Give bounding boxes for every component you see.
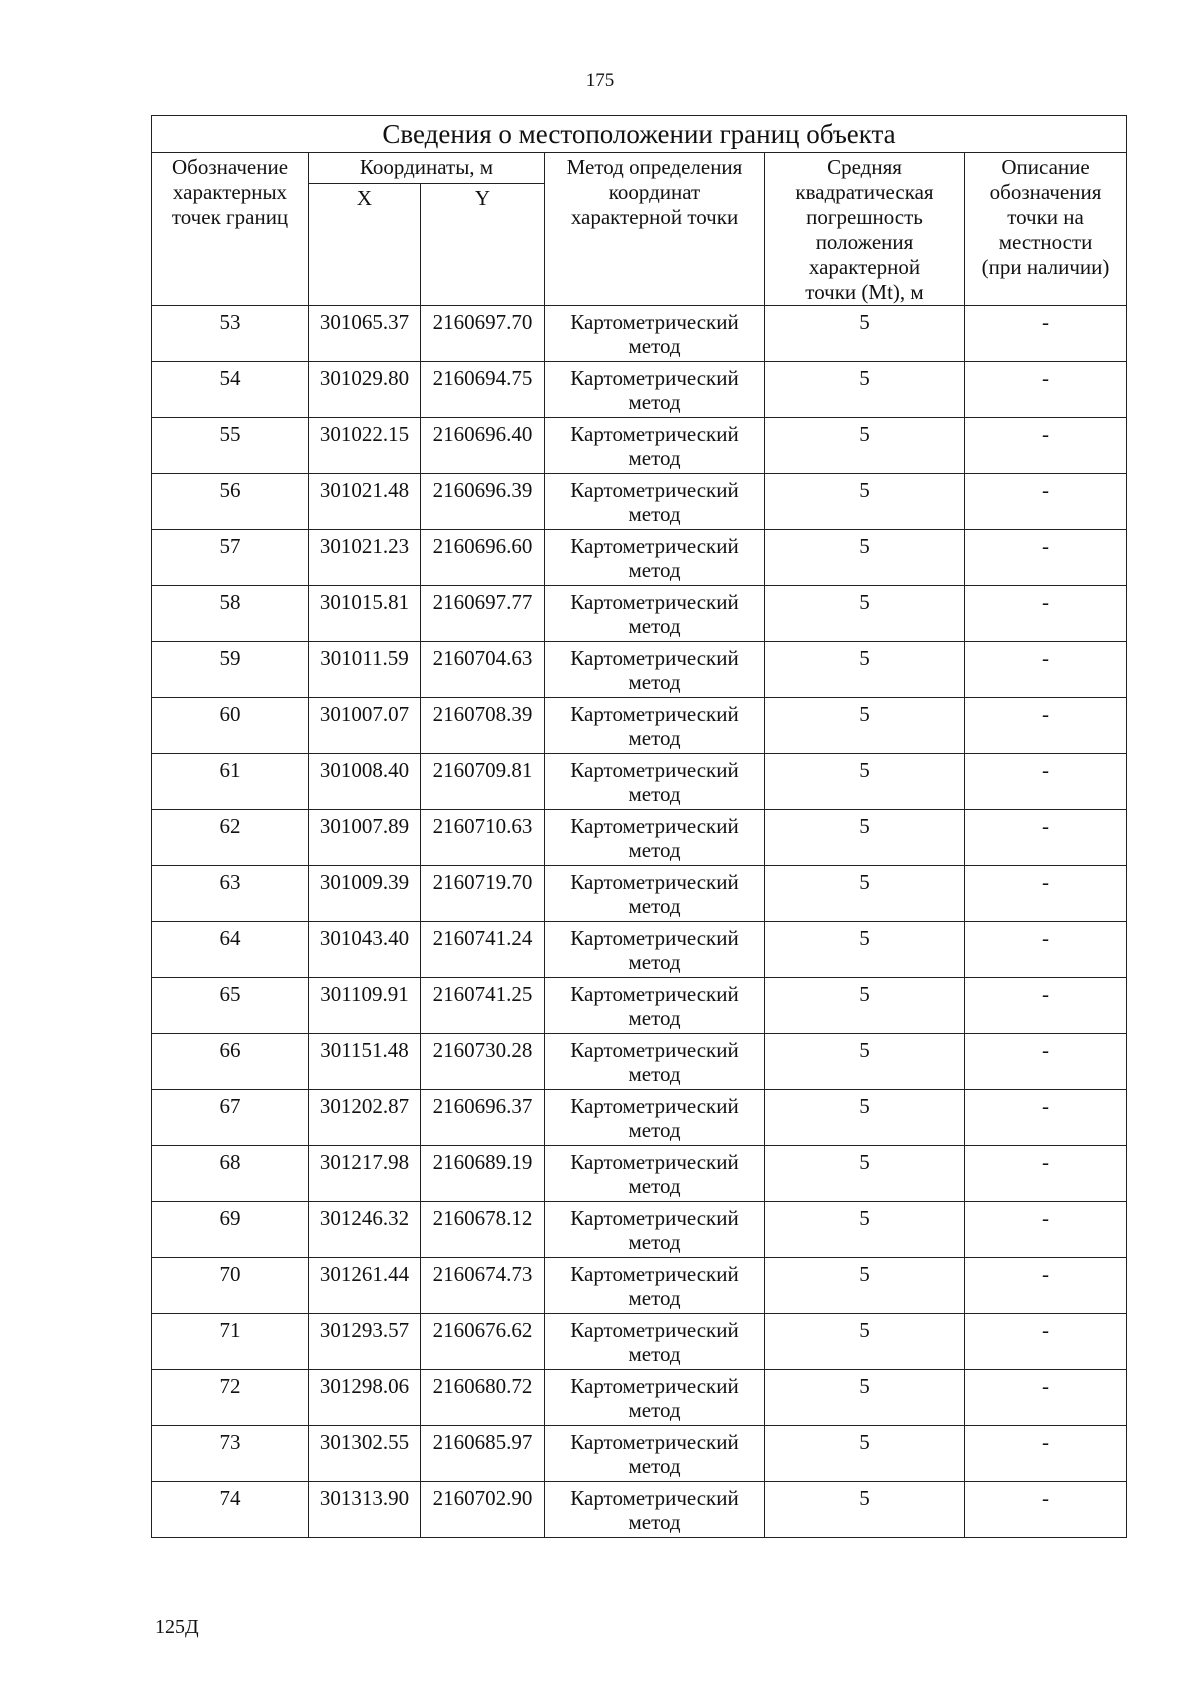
method-line: Картометрический (570, 870, 739, 894)
cell-x: 301009.39 (309, 866, 421, 922)
cell-method (545, 978, 765, 1034)
cell-point: 61 (152, 754, 309, 810)
cell-y: 2160685.97 (421, 1426, 545, 1482)
cell-method (545, 1314, 765, 1370)
cell-error: 5 (765, 642, 965, 698)
method-line: Картометрический (570, 534, 739, 558)
table-row (152, 978, 1127, 1034)
header-error (765, 153, 965, 306)
page-number: 175 (585, 70, 615, 91)
method-line: метод (628, 1174, 681, 1198)
cell-error: 5 (765, 1426, 965, 1482)
cell-point: 55 (152, 418, 309, 474)
header-description-line: местности (998, 230, 1093, 254)
boundary-coordinates-table (151, 115, 1127, 1538)
method-line: метод (628, 502, 681, 526)
method-line: метод (628, 1118, 681, 1142)
method-line: метод (628, 558, 681, 582)
cell-error: 5 (765, 810, 965, 866)
cell-description: - (965, 530, 1127, 586)
cell-error: 5 (765, 418, 965, 474)
method-line: метод (628, 782, 681, 806)
cell-method (545, 306, 765, 362)
method-line: метод (628, 838, 681, 862)
method-line: метод (628, 1230, 681, 1254)
cell-error: 5 (765, 1146, 965, 1202)
cell-x: 301065.37 (309, 306, 421, 362)
header-point-line: характерных (172, 180, 288, 204)
header-point-line: Обозначение (171, 155, 289, 179)
cell-error: 5 (765, 474, 965, 530)
table-row (152, 418, 1127, 474)
table-row (152, 306, 1127, 362)
cell-point: 70 (152, 1258, 309, 1314)
table-row (152, 810, 1127, 866)
cell-method (545, 418, 765, 474)
header-point-line: точек границ (171, 205, 289, 229)
cell-y: 2160702.90 (421, 1482, 545, 1538)
cell-point: 73 (152, 1426, 309, 1482)
method-line: метод (628, 894, 681, 918)
cell-point: 71 (152, 1314, 309, 1370)
table-row (152, 1034, 1127, 1090)
cell-error: 5 (765, 754, 965, 810)
cell-description: - (965, 362, 1127, 418)
method-line: метод (628, 1286, 681, 1310)
cell-error: 5 (765, 306, 965, 362)
cell-description: - (965, 1034, 1127, 1090)
cell-description: - (965, 922, 1127, 978)
cell-y: 2160696.39 (421, 474, 545, 530)
cell-error: 5 (765, 698, 965, 754)
table-row (152, 642, 1127, 698)
table-row (152, 1370, 1127, 1426)
method-line: Картометрический (570, 1150, 739, 1174)
cell-description: - (965, 978, 1127, 1034)
cell-point: 53 (152, 306, 309, 362)
cell-error: 5 (765, 1258, 965, 1314)
cell-x: 301007.89 (309, 810, 421, 866)
cell-error: 5 (765, 866, 965, 922)
cell-error: 5 (765, 1090, 965, 1146)
cell-y: 2160696.40 (421, 418, 545, 474)
method-line: метод (628, 1342, 681, 1366)
cell-x: 301029.80 (309, 362, 421, 418)
cell-description: - (965, 866, 1127, 922)
cell-point: 65 (152, 978, 309, 1034)
cell-method (545, 698, 765, 754)
cell-method (545, 586, 765, 642)
cell-description: - (965, 586, 1127, 642)
cell-description: - (965, 642, 1127, 698)
table-row (152, 1202, 1127, 1258)
table-row (152, 1090, 1127, 1146)
cell-method (545, 1426, 765, 1482)
method-line: Картометрический (570, 758, 739, 782)
cell-method (545, 1370, 765, 1426)
cell-x: 301313.90 (309, 1482, 421, 1538)
cell-point: 57 (152, 530, 309, 586)
cell-y: 2160676.62 (421, 1314, 545, 1370)
cell-method (545, 530, 765, 586)
cell-method (545, 474, 765, 530)
cell-point: 74 (152, 1482, 309, 1538)
header-x: X (309, 184, 421, 306)
table-row (152, 1258, 1127, 1314)
cell-x: 301021.48 (309, 474, 421, 530)
cell-method (545, 922, 765, 978)
cell-error: 5 (765, 362, 965, 418)
cell-description: - (965, 474, 1127, 530)
method-line: метод (628, 1006, 681, 1030)
cell-description: - (965, 698, 1127, 754)
cell-error: 5 (765, 1034, 965, 1090)
method-line: Картометрический (570, 1262, 739, 1286)
method-line: Картометрический (570, 310, 739, 334)
cell-description: - (965, 1314, 1127, 1370)
cell-point: 72 (152, 1370, 309, 1426)
cell-error: 5 (765, 922, 965, 978)
table-title: Сведения о местоположении границ объекта (152, 116, 1127, 153)
method-line: Картометрический (570, 478, 739, 502)
cell-x: 301151.48 (309, 1034, 421, 1090)
cell-error: 5 (765, 1202, 965, 1258)
cell-error: 5 (765, 586, 965, 642)
cell-method (545, 754, 765, 810)
method-line: Картометрический (570, 926, 739, 950)
cell-method (545, 1146, 765, 1202)
cell-x: 301302.55 (309, 1426, 421, 1482)
cell-x: 301021.23 (309, 530, 421, 586)
method-line: Картометрический (570, 1486, 739, 1510)
cell-point: 69 (152, 1202, 309, 1258)
header-description (965, 153, 1127, 306)
cell-y: 2160741.24 (421, 922, 545, 978)
cell-point: 59 (152, 642, 309, 698)
cell-x: 301217.98 (309, 1146, 421, 1202)
header-y: Y (421, 184, 545, 306)
cell-y: 2160697.77 (421, 586, 545, 642)
cell-y: 2160708.39 (421, 698, 545, 754)
method-line: Картометрический (570, 1094, 739, 1118)
header-description-line: Описание (1001, 155, 1090, 179)
cell-error: 5 (765, 1314, 965, 1370)
header-method-line: Метод определения (566, 155, 743, 179)
header-point (152, 153, 309, 306)
method-line: Картометрический (570, 1430, 739, 1454)
header-description-line: обозначения (989, 180, 1102, 204)
cell-error: 5 (765, 1482, 965, 1538)
method-line: Картометрический (570, 1374, 739, 1398)
cell-x: 301007.07 (309, 698, 421, 754)
cell-y: 2160696.60 (421, 530, 545, 586)
method-line: Картометрический (570, 646, 739, 670)
method-line: метод (628, 670, 681, 694)
cell-description: - (965, 306, 1127, 362)
cell-y: 2160696.37 (421, 1090, 545, 1146)
header-error-line: погрешность (806, 205, 923, 229)
cell-method (545, 1034, 765, 1090)
cell-description: - (965, 754, 1127, 810)
cell-point: 56 (152, 474, 309, 530)
cell-method (545, 642, 765, 698)
method-line: метод (628, 614, 681, 638)
cell-method (545, 362, 765, 418)
table-row (152, 530, 1127, 586)
cell-description: - (965, 1202, 1127, 1258)
header-error-line: Средняя (827, 155, 902, 179)
cell-x: 301011.59 (309, 642, 421, 698)
table-row (152, 698, 1127, 754)
table-row (152, 474, 1127, 530)
method-line: Картометрический (570, 1318, 739, 1342)
cell-description: - (965, 1370, 1127, 1426)
method-line: Картометрический (570, 1038, 739, 1062)
method-line: Картометрический (570, 1206, 739, 1230)
cell-method (545, 1482, 765, 1538)
method-line: Картометрический (570, 814, 739, 838)
cell-description: - (965, 1258, 1127, 1314)
method-line: метод (628, 950, 681, 974)
cell-error: 5 (765, 1370, 965, 1426)
header-error-line: характерной (808, 255, 921, 279)
cell-x: 301202.87 (309, 1090, 421, 1146)
cell-method (545, 1090, 765, 1146)
cell-y: 2160680.72 (421, 1370, 545, 1426)
cell-method (545, 866, 765, 922)
cell-y: 2160674.73 (421, 1258, 545, 1314)
method-line: Картометрический (570, 982, 739, 1006)
cell-method (545, 1202, 765, 1258)
cell-y: 2160678.12 (421, 1202, 545, 1258)
header-description-line: точки на (1007, 205, 1084, 229)
cell-point: 64 (152, 922, 309, 978)
method-line: метод (628, 1454, 681, 1478)
cell-y: 2160741.25 (421, 978, 545, 1034)
cell-y: 2160730.28 (421, 1034, 545, 1090)
table-row (152, 1146, 1127, 1202)
cell-x: 301015.81 (309, 586, 421, 642)
table-row (152, 362, 1127, 418)
cell-point: 60 (152, 698, 309, 754)
cell-x: 301043.40 (309, 922, 421, 978)
cell-y: 2160694.75 (421, 362, 545, 418)
cell-description: - (965, 1426, 1127, 1482)
table-row (152, 754, 1127, 810)
header-error-line: точки (Mt), м (805, 280, 924, 304)
method-line: метод (628, 390, 681, 414)
table-row (152, 1426, 1127, 1482)
method-line: Картометрический (570, 590, 739, 614)
cell-y: 2160710.63 (421, 810, 545, 866)
header-error-line: квадратическая (795, 180, 934, 204)
cell-point: 62 (152, 810, 309, 866)
cell-x: 301246.32 (309, 1202, 421, 1258)
method-line: метод (628, 334, 681, 358)
cell-description: - (965, 1090, 1127, 1146)
cell-method (545, 1258, 765, 1314)
cell-y: 2160697.70 (421, 306, 545, 362)
cell-point: 63 (152, 866, 309, 922)
header-coords: Координаты, м (309, 153, 545, 184)
method-line: метод (628, 1062, 681, 1086)
cell-description: - (965, 418, 1127, 474)
cell-x: 301008.40 (309, 754, 421, 810)
method-line: Картометрический (570, 366, 739, 390)
method-line: метод (628, 1510, 681, 1534)
cell-y: 2160689.19 (421, 1146, 545, 1202)
cell-error: 5 (765, 530, 965, 586)
table-row (152, 586, 1127, 642)
cell-point: 66 (152, 1034, 309, 1090)
cell-point: 67 (152, 1090, 309, 1146)
cell-method (545, 810, 765, 866)
cell-x: 301109.91 (309, 978, 421, 1034)
header-method-line: координат (608, 180, 701, 204)
cell-point: 54 (152, 362, 309, 418)
method-line: метод (628, 726, 681, 750)
cell-x: 301293.57 (309, 1314, 421, 1370)
method-line: метод (628, 1398, 681, 1422)
header-method-line: характерной точки (570, 205, 739, 229)
header-method (545, 153, 765, 306)
cell-x: 301022.15 (309, 418, 421, 474)
method-line: Картометрический (570, 422, 739, 446)
cell-description: - (965, 810, 1127, 866)
table-row (152, 922, 1127, 978)
cell-description: - (965, 1482, 1127, 1538)
cell-x: 301261.44 (309, 1258, 421, 1314)
header-error-line: положения (815, 230, 914, 254)
cell-point: 68 (152, 1146, 309, 1202)
table-row (152, 866, 1127, 922)
cell-y: 2160719.70 (421, 866, 545, 922)
table-row (152, 1314, 1127, 1370)
table-row (152, 1482, 1127, 1538)
method-line: метод (628, 446, 681, 470)
method-line: Картометрический (570, 702, 739, 726)
cell-x: 301298.06 (309, 1370, 421, 1426)
header-description-line: (при наличии) (981, 255, 1110, 279)
cell-y: 2160709.81 (421, 754, 545, 810)
footer-code: 125Д (155, 1616, 199, 1638)
cell-error: 5 (765, 978, 965, 1034)
cell-description: - (965, 1146, 1127, 1202)
table-body (152, 306, 1127, 1538)
cell-point: 58 (152, 586, 309, 642)
cell-y: 2160704.63 (421, 642, 545, 698)
